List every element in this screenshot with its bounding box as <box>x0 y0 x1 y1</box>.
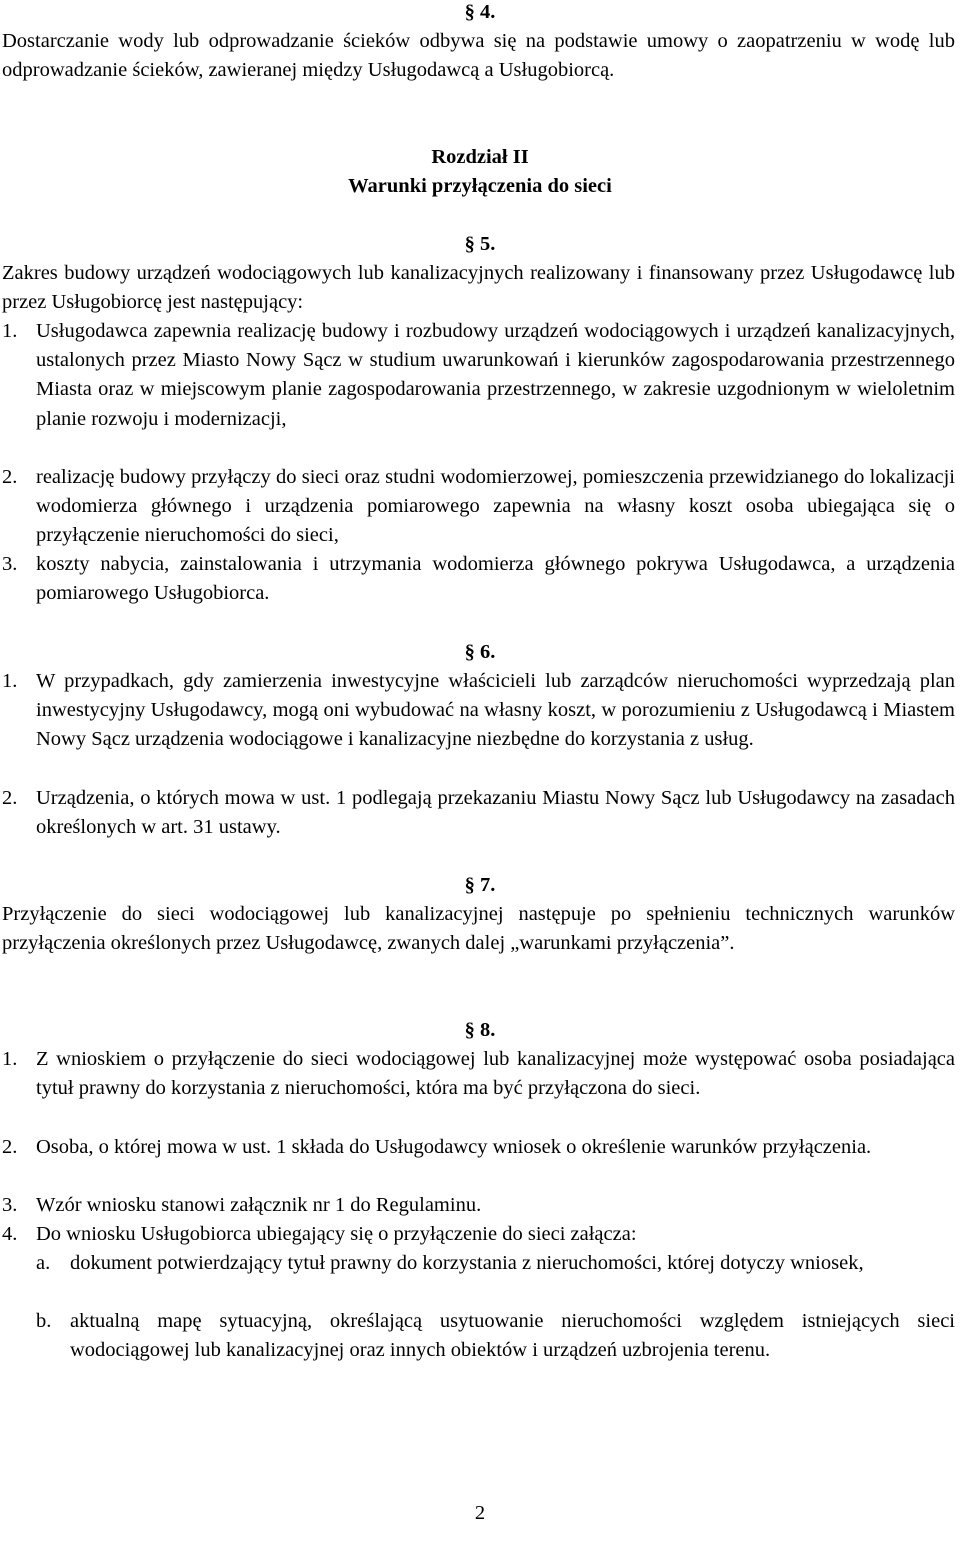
section-heading-4: § 4. <box>464 1 496 23</box>
list-item <box>2 667 955 755</box>
list-item-text: Z wnioskiem o przyłączenie do sieci wodociągowej lub kanalizacyjnej może występować osoba posiadająca tytuł prawny do korzystania z nieruchomości, która ma być przyłączona do sieci. <box>36 1048 955 1100</box>
list-item-number: 1. <box>2 320 18 342</box>
list-item-number: 3. <box>2 553 18 575</box>
list-item-text: Osoba, o której mowa w ust. 1 składa do Usługodawcy wniosek o określenie warunków przyłączenia. <box>36 1136 872 1158</box>
list-item-text: Wzór wniosku stanowi załącznik nr 1 do Regulaminu. <box>36 1194 482 1216</box>
section-heading-8: § 8. <box>464 1019 496 1041</box>
section-heading-7: § 7. <box>464 874 496 896</box>
list-item-text: Do wniosku Usługobiorca ubiegający się o przyłączenie do sieci załącza: <box>36 1223 637 1245</box>
section-heading-6: § 6. <box>464 641 496 663</box>
page-number: 2 <box>474 1502 486 1524</box>
sub-list-item-letter: a. <box>36 1252 51 1274</box>
list-item <box>2 550 955 608</box>
section-5-intro: Zakres budowy urządzeń wodociągowych lub kanalizacyjnych realizowany i finansowany przez Usługodawcę lub przez Usługobiorcę jest następujący: <box>2 262 955 314</box>
sub-list-item-text: dokument potwierdzający tytuł prawny do korzystania z nieruchomości, której dotyczy wniosek, <box>70 1252 864 1274</box>
sub-list-item-text: aktualną mapę sytuacyjną, określającą usytuowanie nieruchomości względem istniejących sieci wodociągowej lub kanalizacyjnej oraz innych obiektów i urządzeń uzbrojenia terenu. <box>70 1310 955 1362</box>
section-7-text: Przyłączenie do sieci wodociągowej lub kanalizacyjnej następuje po spełnieniu technicznych warunków przyłączenia określonych przez Usługodawcę, zwanych dalej „warunkami przyłączenia”. <box>2 903 955 955</box>
sub-list-item-letter: b. <box>36 1310 52 1332</box>
list-item <box>2 317 955 434</box>
list-item <box>2 463 955 551</box>
section-heading-5: § 5. <box>464 233 496 255</box>
list-item-text: Usługodawca zapewnia realizację budowy i rozbudowy urządzeń wodociągowych i urządzeń kanalizacyjnych, ustalonych przez Miasto Nowy Sącz w studium uwarunkowań i kierunków zagospodarowania przestrzennego Miasta oraz w miejscowym planie zagospodarowania przestrzennego, w zakresie uzgodnionym w wieloletnim planie rozwoju i modernizacji, <box>36 320 955 430</box>
list-item <box>2 784 955 842</box>
list-item-text: koszty nabycia, zainstalowania i utrzymania wodomierza głównego pokrywa Usługodawca, a urządzenia pomiarowego Usługobiorca. <box>36 553 955 605</box>
list-item-number: 1. <box>2 670 18 692</box>
list-item-number: 3. <box>2 1194 18 1216</box>
list-item-number: 2. <box>2 787 18 809</box>
sub-list-item <box>36 1307 955 1365</box>
list-item <box>2 1191 955 1220</box>
list-item <box>2 1220 955 1249</box>
list-item <box>2 1045 955 1103</box>
chapter-title: Rozdział II <box>431 146 529 168</box>
list-item-number: 2. <box>2 466 18 488</box>
list-item-text: realizację budowy przyłączy do sieci oraz studni wodomierzowej, pomieszczenia przewidzianego do lokalizacji wodomierza głównego i urządzenia pomiarowego zapewnia na własny koszt osoba ubiegająca się o przyłączenie nieruchomości do sieci, <box>36 466 955 547</box>
section-4-text: Dostarczanie wody lub odprowadzanie ścieków odbywa się na podstawie umowy o zaopatrzeniu w wodę lub odprowadzanie ścieków, zawieranej między Usługodawcą a Usługobiorcą. <box>2 30 955 82</box>
list-item <box>2 1133 955 1162</box>
sub-list-item <box>36 1249 955 1278</box>
list-item-text: W przypadkach, gdy zamierzenia inwestycyjne właścicieli lub zarządców nieruchomości wyprzedzają plan inwestycyjny Usługodawcy, mogą oni wybudować na własny koszt, w porozumieniu z Usługodawcą i Miastem Nowy Sącz urządzenia wodociągowe i kanalizacyjne niezbędne do korzystania z usług. <box>36 670 955 751</box>
list-item-number: 2. <box>2 1136 18 1158</box>
chapter-subtitle: Warunki przyłączenia do sieci <box>348 175 612 197</box>
list-item-number: 4. <box>2 1223 18 1245</box>
list-item-text: Urządzenia, o których mowa w ust. 1 podlegają przekazaniu Miastu Nowy Sącz lub Usługodawcy na zasadach określonych w art. 31 ustawy. <box>36 787 955 839</box>
list-item-number: 1. <box>2 1048 18 1070</box>
